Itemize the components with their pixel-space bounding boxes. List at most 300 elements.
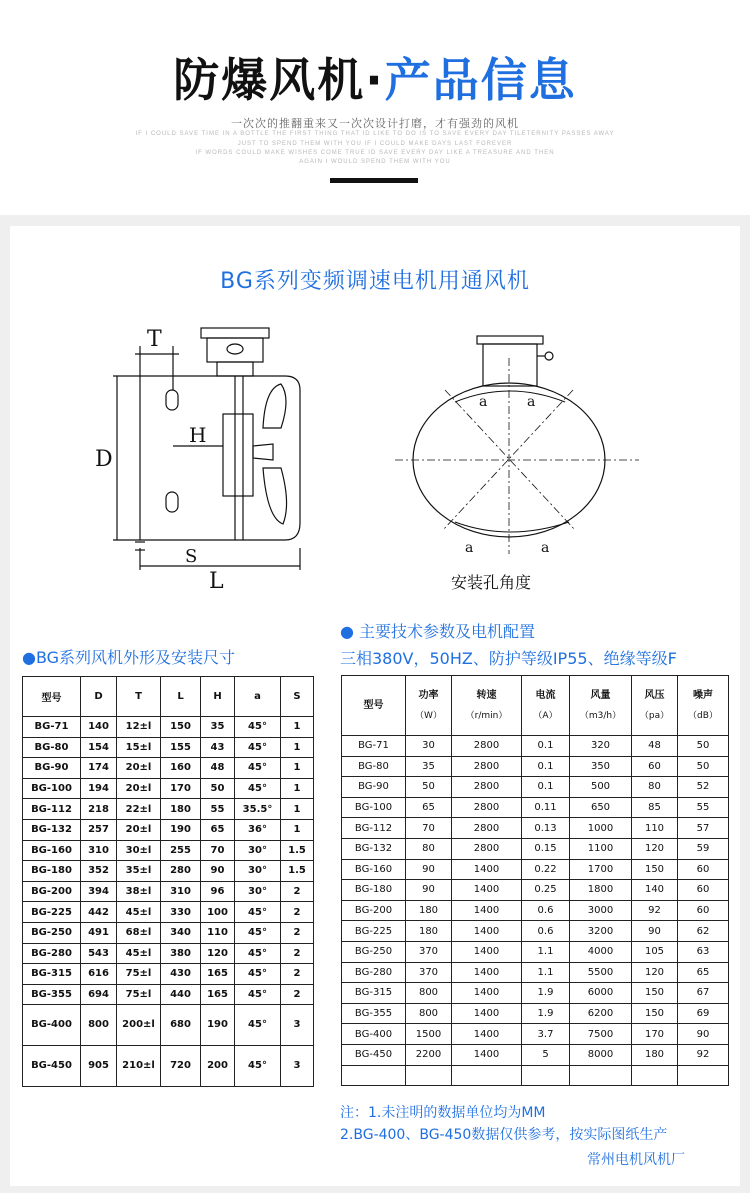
table-cell: 257	[81, 819, 117, 840]
table-cell: 1000	[570, 818, 632, 839]
table-cell: 255	[161, 840, 201, 861]
table-cell: 70	[201, 840, 235, 861]
table-row	[23, 984, 314, 1005]
table-cell: 100	[201, 902, 235, 923]
column-header: a	[235, 677, 281, 717]
header-unit: （A）	[533, 710, 558, 721]
table-row	[23, 840, 314, 861]
table-cell: 45°	[235, 964, 281, 985]
fan-dimension-diagram	[95, 318, 655, 598]
table-cell: 48	[201, 758, 235, 779]
table-cell: 170	[161, 778, 201, 799]
diagram-caption: 安装孔角度	[451, 573, 532, 592]
table-row	[23, 717, 314, 738]
table-cell: BG-160	[342, 859, 406, 880]
table-row	[342, 1003, 729, 1024]
table-cell: BG-71	[23, 717, 81, 738]
table-row	[23, 943, 314, 964]
table-cell: 60	[678, 859, 729, 880]
table-cell: 2200	[406, 1044, 452, 1065]
table-cell: 1700	[570, 859, 632, 880]
table-cell: 2	[281, 922, 314, 943]
table-cell: 330	[161, 902, 201, 923]
table-cell: 22±l	[117, 799, 161, 820]
table-row	[23, 922, 314, 943]
table-cell: BG-71	[342, 736, 406, 757]
table-cell	[632, 1065, 678, 1085]
table-cell: BG-315	[23, 964, 81, 985]
table-row	[23, 737, 314, 758]
table-cell: 50	[678, 736, 729, 757]
table-cell: 52	[678, 777, 729, 798]
hero-english-line: JUST TO SPEND THEM WITH YOU IF I COULD MAKE DAYS LAST FOREVER	[237, 141, 513, 147]
table-cell: 0.22	[522, 859, 570, 880]
table-cell: 1	[281, 758, 314, 779]
table-cell: 1	[281, 778, 314, 799]
header-name: 电流	[535, 689, 556, 701]
note-line-1: 注：1.未注明的数据单位均为MM	[340, 1105, 546, 1121]
column-header: 型号	[23, 677, 81, 717]
title-black: 防爆风机	[173, 53, 366, 107]
dimension-table	[22, 676, 314, 1087]
table-cell: 50	[406, 777, 452, 798]
table-cell: 45°	[235, 1046, 281, 1087]
table-cell: BG-250	[23, 922, 81, 943]
table-cell: 92	[678, 1044, 729, 1065]
table-cell: 75±l	[117, 964, 161, 985]
table-cell: 2	[281, 902, 314, 923]
table-cell: 3	[281, 1005, 314, 1046]
table-cell: 45°	[235, 902, 281, 923]
dimension-section-heading: ●BG系列风机外形及安装尺寸	[22, 648, 236, 667]
table-cell: 62	[678, 921, 729, 942]
table-cell: BG-132	[342, 838, 406, 859]
table-cell: 0.1	[522, 777, 570, 798]
table-cell: 1100	[570, 838, 632, 859]
hero-subtitle: 一次次的推翻重来又一次次设计打磨，才有强劲的风机	[231, 117, 519, 130]
table-cell: 1.5	[281, 861, 314, 882]
table-cell: 380	[161, 943, 201, 964]
table-row	[23, 902, 314, 923]
table-cell: 35	[201, 717, 235, 738]
table-cell: 45°	[235, 922, 281, 943]
table-cell: 0.1	[522, 736, 570, 757]
product-title: BG系列变频调速电机用通风机	[220, 269, 530, 294]
table-cell: 1500	[406, 1024, 452, 1045]
table-cell: BG-180	[23, 861, 81, 882]
table-cell: 154	[81, 737, 117, 758]
label-T: T	[147, 327, 162, 352]
table-cell: 85	[632, 797, 678, 818]
table-cell: 320	[570, 736, 632, 757]
header-unit: （r/min）	[465, 710, 508, 721]
table-cell: 2	[281, 984, 314, 1005]
table-cell: 80	[632, 777, 678, 798]
table-cell	[452, 1065, 522, 1085]
table-row	[342, 962, 729, 983]
table-cell: BG-280	[23, 943, 81, 964]
table-cell: 2800	[452, 797, 522, 818]
table-cell: 120	[201, 943, 235, 964]
table-cell: 350	[570, 756, 632, 777]
table-row	[342, 777, 729, 798]
table-cell	[406, 1065, 452, 1085]
title-blue: 产品信息	[384, 53, 577, 107]
label-L: L	[209, 569, 224, 594]
table-cell: 280	[161, 861, 201, 882]
table-row	[342, 880, 729, 901]
table-cell: 90	[678, 1024, 729, 1045]
table-cell: 38±l	[117, 881, 161, 902]
label-a: a	[527, 394, 536, 410]
table-cell: 75±l	[117, 984, 161, 1005]
table-cell: 45°	[235, 778, 281, 799]
table-cell: 30°	[235, 881, 281, 902]
table-row	[23, 1046, 314, 1087]
spec-subheading: 三相380V，50HZ、防护等级IP55、绝缘等级F	[340, 649, 677, 668]
table-cell	[522, 1065, 570, 1085]
hero-english-line: IF WORDS COULD MAKE WISHES COME TRUE ID SAVE EVERY DAY LIKE A TREASURE AND THEN	[195, 150, 555, 156]
table-cell: 491	[81, 922, 117, 943]
table-cell: 3200	[570, 921, 632, 942]
table-cell: BG-90	[23, 758, 81, 779]
table-row	[23, 758, 314, 779]
column-header	[678, 676, 729, 736]
table-cell: 92	[632, 900, 678, 921]
table-cell: 65	[201, 819, 235, 840]
header-name: 型号	[363, 699, 384, 711]
table-cell: 180	[632, 1044, 678, 1065]
table-cell: 150	[632, 983, 678, 1004]
table-cell: 394	[81, 881, 117, 902]
table-row	[23, 778, 314, 799]
header-name: 转速	[476, 689, 497, 701]
table-cell: 194	[81, 778, 117, 799]
table-cell: 160	[161, 758, 201, 779]
note-line-2: 2.BG-400、BG-450数据仅供参考，按实际图纸生产	[340, 1127, 668, 1143]
table-cell: BG-225	[23, 902, 81, 923]
table-cell: 30°	[235, 840, 281, 861]
table-cell: 43	[201, 737, 235, 758]
header-name: 风压	[644, 689, 665, 701]
table-cell: 3.7	[522, 1024, 570, 1045]
table-cell: 800	[406, 1003, 452, 1024]
table-cell: 218	[81, 799, 117, 820]
table-cell: 190	[161, 819, 201, 840]
table-cell: 12±l	[117, 717, 161, 738]
column-header: T	[117, 677, 161, 717]
table-row	[342, 921, 729, 942]
company-name: 常州电机风机厂	[587, 1152, 685, 1168]
table-cell: 3000	[570, 900, 632, 921]
table-cell: 30	[406, 736, 452, 757]
table-cell: 0.15	[522, 838, 570, 859]
table-cell: 45±l	[117, 902, 161, 923]
table-cell: 50	[201, 778, 235, 799]
table-cell: BG-80	[342, 756, 406, 777]
table-cell: 150	[632, 859, 678, 880]
table-cell: 8000	[570, 1044, 632, 1065]
table-cell: 48	[632, 736, 678, 757]
column-header: H	[201, 677, 235, 717]
table-cell: 310	[161, 881, 201, 902]
table-row	[342, 900, 729, 921]
table-header-row	[342, 676, 729, 736]
table-cell: BG-250	[342, 941, 406, 962]
header-unit: （W）	[415, 710, 442, 721]
table-cell: 45°	[235, 1005, 281, 1046]
table-cell: 370	[406, 941, 452, 962]
table-cell: 905	[81, 1046, 117, 1087]
table-cell: BG-200	[23, 881, 81, 902]
column-header	[452, 676, 522, 736]
table-row	[342, 1044, 729, 1065]
table-cell: 57	[678, 818, 729, 839]
header-name: 噪声	[693, 689, 713, 701]
table-cell: 442	[81, 902, 117, 923]
table-cell: 200	[201, 1046, 235, 1087]
column-header: L	[161, 677, 201, 717]
table-header-row	[23, 677, 314, 717]
table-cell: 1.5	[281, 840, 314, 861]
table-cell: 1	[281, 717, 314, 738]
label-a: a	[465, 540, 474, 556]
table-cell: 35.5°	[235, 799, 281, 820]
table-cell: 68±l	[117, 922, 161, 943]
table-cell: 170	[632, 1024, 678, 1045]
table-cell: 55	[201, 799, 235, 820]
table-cell: 0.13	[522, 818, 570, 839]
table-cell: 1400	[452, 859, 522, 880]
header-unit: （pa）	[639, 710, 670, 721]
table-cell: 210±l	[117, 1046, 161, 1087]
table-row	[342, 818, 729, 839]
table-cell: 59	[678, 838, 729, 859]
table-row	[342, 797, 729, 818]
table-cell: 50	[678, 756, 729, 777]
table-row	[23, 881, 314, 902]
table-cell: 45°	[235, 984, 281, 1005]
table-cell: 60	[678, 900, 729, 921]
table-row	[23, 799, 314, 820]
table-cell: 90	[632, 921, 678, 942]
table-cell: 616	[81, 964, 117, 985]
table-cell: 1400	[452, 1024, 522, 1045]
table-cell: BG-355	[23, 984, 81, 1005]
table-cell: 800	[81, 1005, 117, 1046]
table-row	[23, 819, 314, 840]
table-row	[23, 861, 314, 882]
table-cell: 310	[81, 840, 117, 861]
table-cell: 430	[161, 964, 201, 985]
table-cell: BG-280	[342, 962, 406, 983]
table-cell: 180	[406, 921, 452, 942]
table-cell: 45°	[235, 717, 281, 738]
table-cell: 1400	[452, 941, 522, 962]
table-cell: 0.6	[522, 900, 570, 921]
spec-section-heading	[340, 618, 677, 672]
column-header	[406, 676, 452, 736]
table-cell: 20±l	[117, 758, 161, 779]
spec-heading: ● 主要技术参数及电机配置	[340, 622, 536, 641]
table-cell: 2	[281, 943, 314, 964]
table-cell: 70	[406, 818, 452, 839]
table-cell: 5500	[570, 962, 632, 983]
column-header: S	[281, 677, 314, 717]
table-row-empty	[342, 1065, 729, 1085]
table-cell: 15±l	[117, 737, 161, 758]
table-cell: 4000	[570, 941, 632, 962]
table-cell: BG-100	[23, 778, 81, 799]
table-cell	[570, 1065, 632, 1085]
table-cell: 2800	[452, 736, 522, 757]
table-cell: 63	[678, 941, 729, 962]
table-cell	[678, 1065, 729, 1085]
table-cell: BG-400	[342, 1024, 406, 1045]
table-cell: 680	[161, 1005, 201, 1046]
table-cell: 80	[406, 838, 452, 859]
table-cell: 174	[81, 758, 117, 779]
table-cell: 1.9	[522, 1003, 570, 1024]
table-cell: 1	[281, 819, 314, 840]
table-cell: 1400	[452, 962, 522, 983]
table-cell: BG-112	[342, 818, 406, 839]
table-cell: 0.25	[522, 880, 570, 901]
table-row	[23, 964, 314, 985]
column-header	[342, 676, 406, 736]
table-cell: 45°	[235, 758, 281, 779]
table-cell: 110	[201, 922, 235, 943]
table-cell: 35±l	[117, 861, 161, 882]
table-cell: 1.1	[522, 941, 570, 962]
table-cell: 165	[201, 964, 235, 985]
header-unit: （dB）	[688, 710, 718, 721]
table-cell: 110	[632, 818, 678, 839]
column-header: D	[81, 677, 117, 717]
table-cell: BG-132	[23, 819, 81, 840]
table-cell: 67	[678, 983, 729, 1004]
title-underline	[330, 178, 418, 183]
header-unit: （m3/h）	[579, 710, 622, 721]
table-cell: 180	[406, 900, 452, 921]
table-cell: BG-90	[342, 777, 406, 798]
hero-english-line: IF I COULD SAVE TIME IN A BOTTLE THE FIRST THING THAT ID LIKE TO DO IS TO SAVE EVERY DAY TILETERNITY PASSES AWAY	[135, 131, 615, 137]
table-cell: BG-450	[23, 1046, 81, 1087]
table-cell: 1400	[452, 900, 522, 921]
table-cell: 2	[281, 964, 314, 985]
table-cell: 90	[406, 880, 452, 901]
table-cell: 650	[570, 797, 632, 818]
table-cell: 60	[632, 756, 678, 777]
table-row	[342, 736, 729, 757]
table-cell: 20±l	[117, 778, 161, 799]
table-cell: BG-100	[342, 797, 406, 818]
table-cell: 500	[570, 777, 632, 798]
table-cell: 1400	[452, 983, 522, 1004]
table-cell: 5	[522, 1044, 570, 1065]
table-cell: 1400	[452, 880, 522, 901]
table-cell: 2800	[452, 777, 522, 798]
table-cell: 7500	[570, 1024, 632, 1045]
table-row	[342, 1024, 729, 1045]
table-cell: BG-112	[23, 799, 81, 820]
table-cell: 543	[81, 943, 117, 964]
label-a: a	[479, 394, 488, 410]
table-cell: BG-225	[342, 921, 406, 942]
table-cell: 55	[678, 797, 729, 818]
table-cell: 90	[406, 859, 452, 880]
table-cell: 6000	[570, 983, 632, 1004]
hero-english-line: AGAIN I WOULD SPEND THEM WITH YOU	[299, 159, 451, 165]
table-cell: 96	[201, 881, 235, 902]
page-title	[0, 44, 750, 110]
table-cell: BG-160	[23, 840, 81, 861]
column-header	[570, 676, 632, 736]
table-cell: BG-355	[342, 1003, 406, 1024]
header-name: 风量	[590, 689, 611, 701]
table-cell: 30±l	[117, 840, 161, 861]
table-cell: 65	[678, 962, 729, 983]
table-cell: 1.9	[522, 983, 570, 1004]
table-cell: 1	[281, 799, 314, 820]
table-cell: 150	[161, 717, 201, 738]
spec-table	[341, 675, 729, 1086]
table-cell: 60	[678, 880, 729, 901]
label-D: D	[95, 447, 113, 472]
table-cell: 800	[406, 983, 452, 1004]
table-cell: 65	[406, 797, 452, 818]
table-cell: 1400	[452, 921, 522, 942]
table-cell	[342, 1065, 406, 1085]
table-cell: 352	[81, 861, 117, 882]
table-cell: 720	[161, 1046, 201, 1087]
table-cell: 3	[281, 1046, 314, 1087]
table-cell: 105	[632, 941, 678, 962]
table-cell: 155	[161, 737, 201, 758]
table-cell: 45°	[235, 943, 281, 964]
table-cell: 120	[632, 962, 678, 983]
table-cell: 45°	[235, 737, 281, 758]
table-row	[23, 1005, 314, 1046]
table-cell: 90	[201, 861, 235, 882]
table-cell: 370	[406, 962, 452, 983]
table-cell: 120	[632, 838, 678, 859]
table-cell: 440	[161, 984, 201, 1005]
table-cell: 2800	[452, 756, 522, 777]
table-cell: BG-180	[342, 880, 406, 901]
table-cell: 69	[678, 1003, 729, 1024]
table-cell: 36°	[235, 819, 281, 840]
table-cell: 45±l	[117, 943, 161, 964]
table-cell: 694	[81, 984, 117, 1005]
label-a: a	[541, 540, 550, 556]
table-cell: BG-200	[342, 900, 406, 921]
table-cell: BG-400	[23, 1005, 81, 1046]
label-S: S	[185, 546, 198, 567]
column-header	[522, 676, 570, 736]
table-cell: 1400	[452, 1044, 522, 1065]
table-row	[342, 838, 729, 859]
table-cell: 0.1	[522, 756, 570, 777]
table-cell: 0.6	[522, 921, 570, 942]
table-cell: 140	[632, 880, 678, 901]
column-header	[632, 676, 678, 736]
table-cell: 35	[406, 756, 452, 777]
table-row	[342, 941, 729, 962]
table-cell: 20±l	[117, 819, 161, 840]
table-cell: 140	[81, 717, 117, 738]
hero-banner	[0, 0, 750, 215]
